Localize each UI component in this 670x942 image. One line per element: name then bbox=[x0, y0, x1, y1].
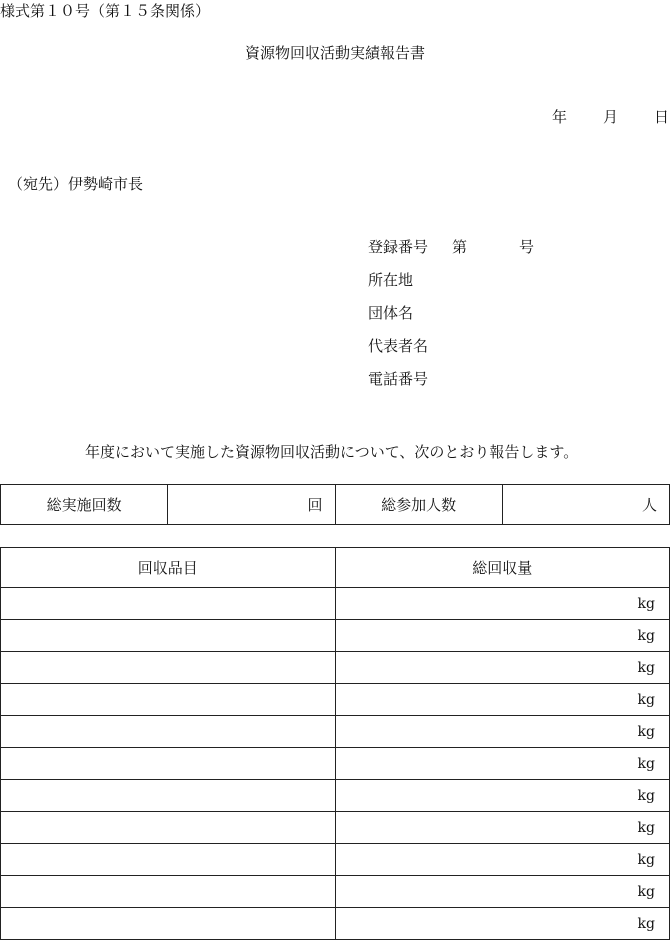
table-row bbox=[1, 684, 670, 716]
table-row bbox=[1, 620, 670, 652]
amount-cell[interactable]: kg bbox=[335, 684, 670, 716]
amount-cell[interactable]: kg bbox=[335, 812, 670, 844]
representative-label: 代表者名 bbox=[368, 337, 429, 355]
item-cell[interactable] bbox=[1, 652, 336, 684]
item-cell[interactable] bbox=[1, 876, 336, 908]
group-name-label: 団体名 bbox=[368, 304, 414, 322]
table-row bbox=[1, 844, 670, 876]
total-participants-field[interactable]: 人 bbox=[502, 485, 669, 525]
amount-cell[interactable]: kg bbox=[335, 620, 670, 652]
item-cell[interactable] bbox=[1, 620, 336, 652]
summary-row bbox=[1, 485, 670, 525]
date-day-label: 日 bbox=[654, 108, 670, 126]
date-year-label: 年 bbox=[552, 108, 568, 126]
total-count-label: 総実施回数 bbox=[1, 485, 168, 525]
amount-cell[interactable]: kg bbox=[335, 588, 670, 620]
address-label: 所在地 bbox=[368, 271, 414, 289]
item-cell[interactable] bbox=[1, 748, 336, 780]
date-month-label: 月 bbox=[603, 108, 619, 126]
document-title: 資源物回収活動実績報告書 bbox=[244, 44, 425, 62]
phone-number-label: 電話番号 bbox=[368, 370, 429, 388]
registration-number-label: 登録番号 bbox=[368, 238, 429, 256]
amount-cell[interactable]: kg bbox=[335, 844, 670, 876]
table-row bbox=[1, 748, 670, 780]
item-cell[interactable] bbox=[1, 684, 336, 716]
amount-cell[interactable]: kg bbox=[335, 876, 670, 908]
registration-number-suffix: 号 bbox=[519, 238, 535, 256]
table-row bbox=[1, 876, 670, 908]
table-row bbox=[1, 780, 670, 812]
table-row bbox=[1, 908, 670, 940]
item-cell[interactable] bbox=[1, 716, 336, 748]
item-cell[interactable] bbox=[1, 812, 336, 844]
amount-cell[interactable]: kg bbox=[335, 748, 670, 780]
report-statement: 年度において実施した資源物回収活動について、次のとおり報告します。 bbox=[85, 443, 579, 461]
item-cell[interactable] bbox=[1, 588, 336, 620]
total-count-field[interactable]: 回 bbox=[168, 485, 335, 525]
collection-items-table bbox=[0, 547, 670, 940]
registration-number-prefix: 第 bbox=[452, 238, 468, 256]
total-participants-label: 総参加人数 bbox=[335, 485, 502, 525]
summary-table bbox=[0, 484, 670, 525]
item-cell[interactable] bbox=[1, 844, 336, 876]
table-row bbox=[1, 652, 670, 684]
amount-cell[interactable]: kg bbox=[335, 908, 670, 940]
addressee: （宛先）伊勢崎市長 bbox=[8, 175, 144, 193]
form-number: 様式第１０号（第１５条関係） bbox=[0, 2, 211, 20]
table-row bbox=[1, 812, 670, 844]
amount-cell[interactable]: kg bbox=[335, 652, 670, 684]
amount-cell[interactable]: kg bbox=[335, 780, 670, 812]
item-cell[interactable] bbox=[1, 908, 336, 940]
item-cell[interactable] bbox=[1, 780, 336, 812]
column-header-amount: 総回収量 bbox=[335, 548, 670, 588]
table-row bbox=[1, 588, 670, 620]
column-header-item: 回収品目 bbox=[1, 548, 336, 588]
amount-cell[interactable]: kg bbox=[335, 716, 670, 748]
table-header-row bbox=[1, 548, 670, 588]
table-row bbox=[1, 716, 670, 748]
